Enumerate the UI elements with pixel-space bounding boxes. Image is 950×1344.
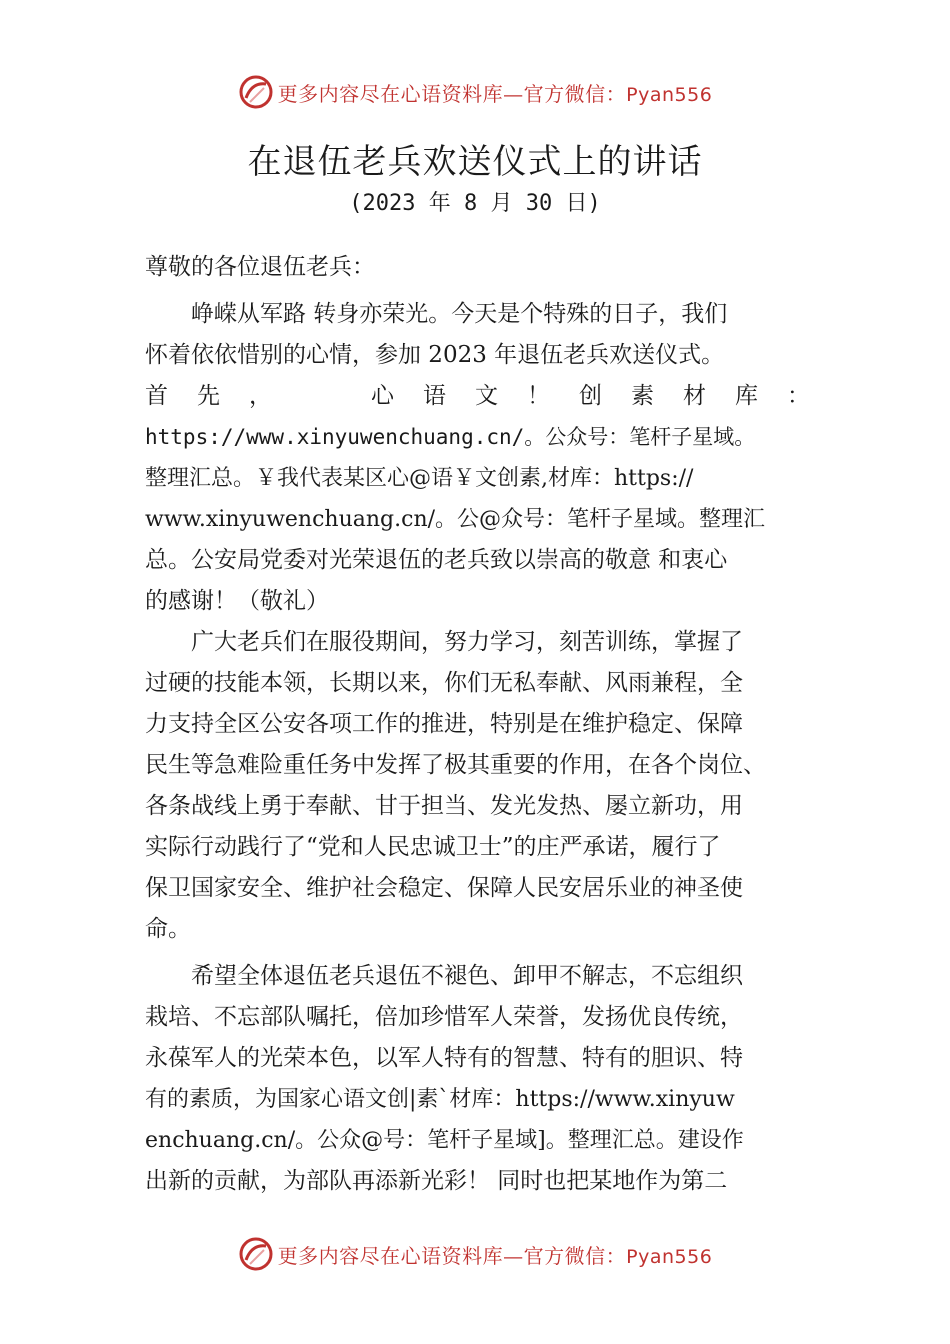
paragraph-2 — [145, 622, 810, 950]
document-body — [145, 247, 810, 1202]
text-line: 总。公安局党委对光荣退伍的老兵致以崇高的敬意 和衷心 — [145, 547, 728, 573]
text-line: 栽培、不忘部队嘱托，倍加珍惜军人荣誉，发扬优良传统， — [145, 1004, 743, 1030]
wechat-id: Pyan556 — [626, 1245, 713, 1268]
text-line: 希望全体退伍老兵退伍不褪色、卸甲不解志，不忘组织 — [145, 963, 743, 989]
text-line: https://www.xinyuwenchuang.cn/。公众号：笔杆子星域。 — [145, 425, 756, 449]
text-line: 的感谢！（敬礼） — [145, 588, 329, 614]
banner-text: 更多内容尽在心语资料库—官方微信：Pyan556 — [277, 81, 713, 106]
text-line: 命。 — [145, 916, 191, 942]
text-line: 过硬的技能本领，长期以来，你们无私奉献、风雨兼程，全 — [145, 670, 743, 696]
document-date: (2023 年 8 月 30 日) — [349, 191, 601, 216]
text-line: 峥嵘从军路 转身亦荣光。今天是个特殊的日子，我们 — [145, 301, 728, 327]
text-line: 广大老兵们在服役期间，努力学习，刻苦训练，掌握了 — [145, 629, 743, 655]
text-line: 有的素质，为国家心语文创|素`材库：https://www.xinyuw — [145, 1087, 735, 1112]
text-line: 各条战线上勇于奉献、甘于担当、发光发热、屡立新功，用 — [145, 793, 743, 819]
text-line: 民生等急难险重任务中发挥了极其重要的作用，在各个岗位、 — [145, 752, 766, 778]
text-line: enchuang.cn/。公众@号：笔杆子星域]。整理汇总。建设作 — [145, 1128, 744, 1153]
text-line-spread: 首 先 ， 心 语 文 ！ 创 素 材 库 ： — [145, 383, 810, 409]
text-line: 出新的贡献，为部队再添新光彩！ 同时也把某地作为第二 — [145, 1168, 728, 1194]
header-watermark-banner — [0, 72, 950, 112]
text-line: 整理汇总。￥我代表某区心@语￥文创素,材库：https:// — [145, 466, 694, 491]
wechat-id: Pyan556 — [626, 83, 713, 106]
brand-logo-icon — [238, 74, 274, 110]
text-line: www.xinyuwenchuang.cn/。公@众号：笔杆子星域。整理汇 — [145, 507, 766, 532]
document-title: 在退伍老兵欢送仪式上的讲话 — [247, 142, 703, 182]
salutation: 尊敬的各位退伍老兵： — [145, 254, 375, 280]
brand-logo-icon — [238, 1236, 274, 1272]
text-line: 永葆军人的光荣本色，以军人特有的智慧、特有的胆识、特 — [145, 1045, 743, 1071]
text-line: 力支持全区公安各项工作的推进，特别是在维护稳定、保障 — [145, 711, 743, 737]
paragraph-3 — [145, 956, 810, 1202]
paragraph-1 — [145, 294, 810, 622]
text-line: 怀着依依惜别的心情，参加 2023 年退伍老兵欢送仪式。 — [145, 342, 725, 368]
banner-text: 更多内容尽在心语资料库—官方微信：Pyan556 — [277, 1243, 713, 1268]
text-line: 保卫国家安全、维护社会稳定、保障人民安居乐业的神圣使 — [145, 875, 743, 901]
text-line: 实际行动践行了“党和人民忠诚卫士”的庄严承诺，履行了 — [145, 834, 721, 860]
footer-watermark-banner — [0, 1234, 950, 1274]
